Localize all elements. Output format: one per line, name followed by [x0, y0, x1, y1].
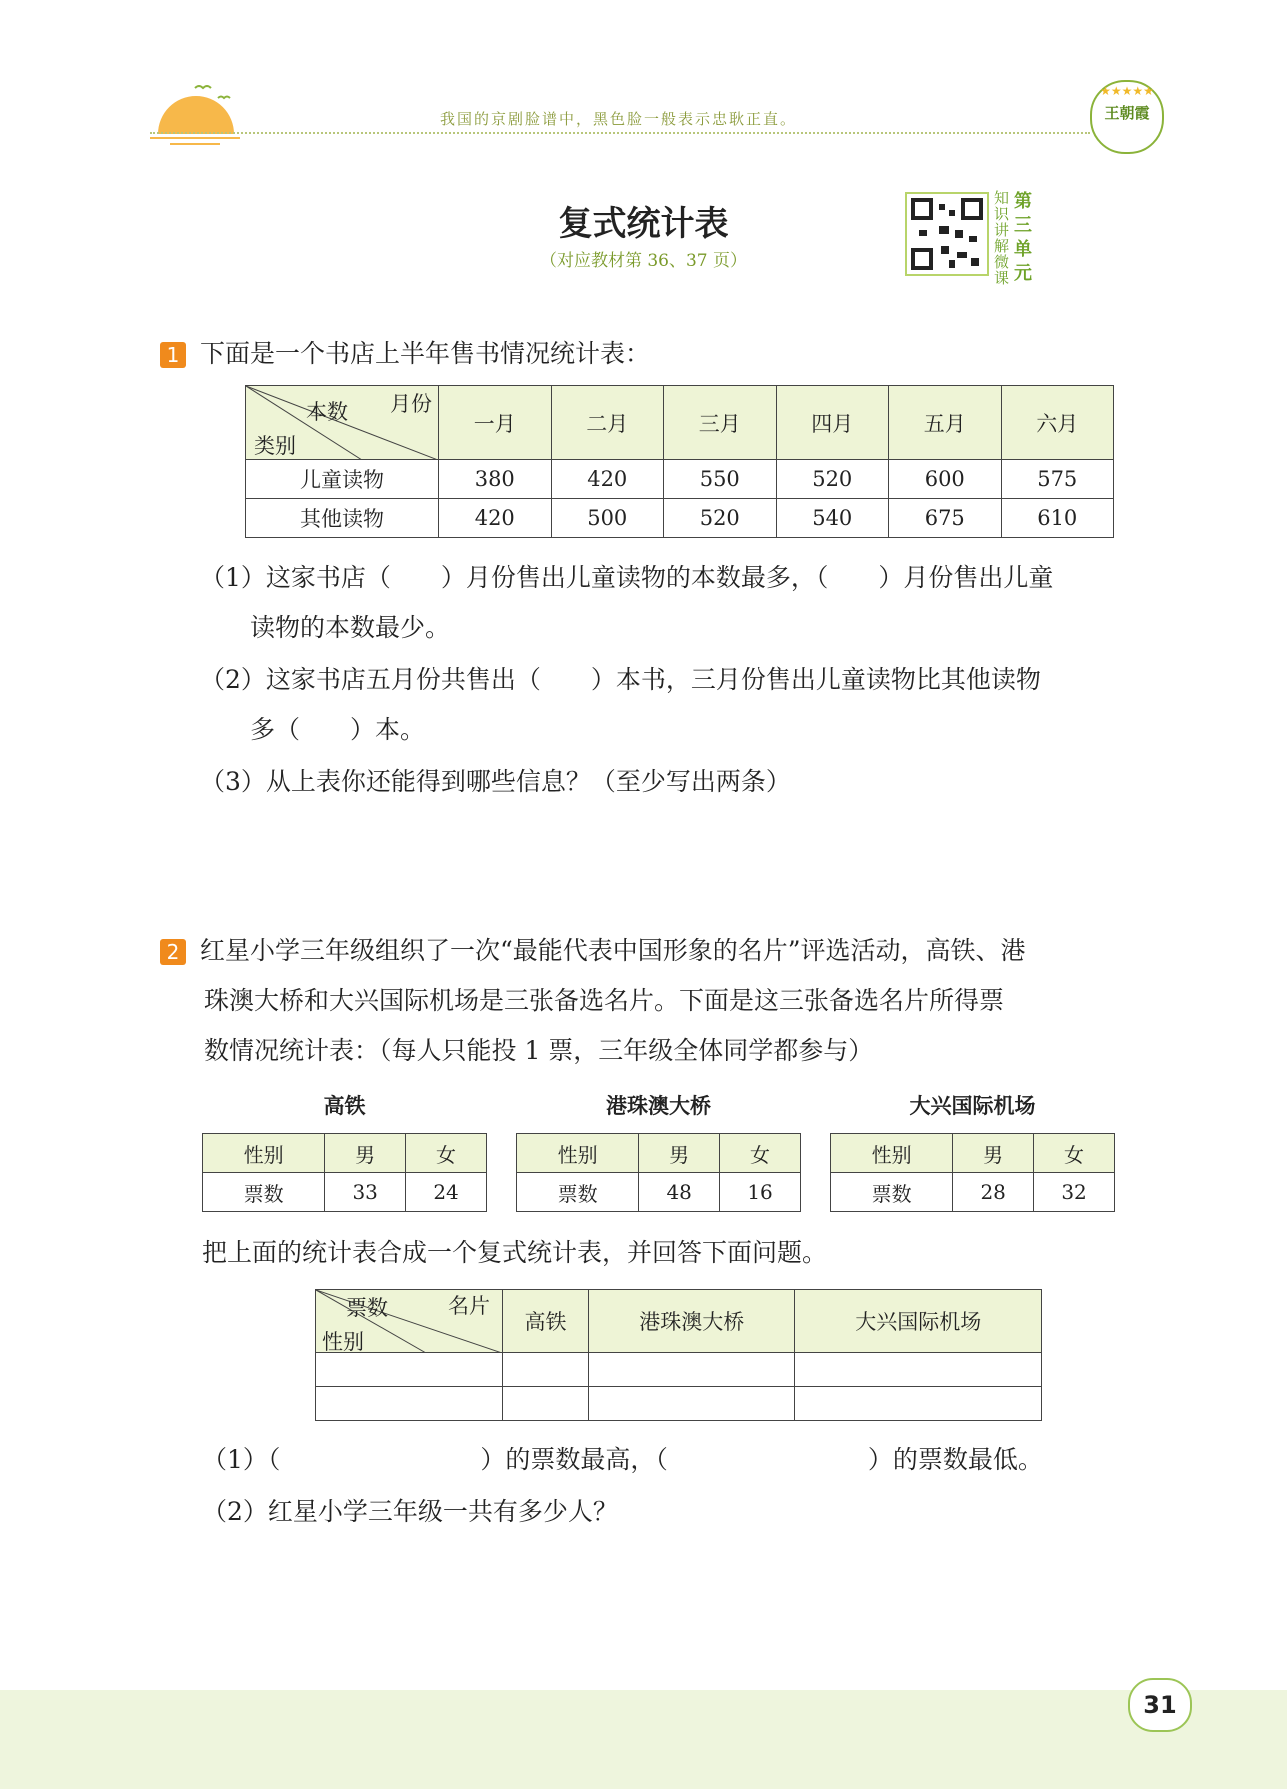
q2-combined-corner-mid: 票数 — [346, 1296, 388, 1320]
q2-td-male-votes: 48 — [639, 1173, 720, 1212]
q2-th-male: 男 — [953, 1134, 1034, 1173]
q2-th-gender: 性别 — [831, 1134, 953, 1173]
blank-cell[interactable] — [503, 1353, 589, 1387]
q2-th-male: 男 — [325, 1134, 406, 1173]
blank-cell[interactable] — [795, 1387, 1042, 1421]
header-divider — [150, 132, 1090, 134]
blank-cell[interactable] — [316, 1353, 503, 1387]
q2-merge-instruction: 把上面的统计表合成一个复式统计表，并回答下面问题。 — [202, 1238, 828, 1267]
q2-td-votes-label: 票数 — [831, 1173, 953, 1212]
q1-sub2-line2: 多（ ）本。 — [250, 715, 426, 744]
q2-combined-corner — [316, 1290, 503, 1353]
q1-cell: 550 — [664, 460, 777, 499]
q1-cell: 610 — [1001, 499, 1114, 538]
table-row — [246, 460, 1114, 499]
q2-table-airport — [830, 1133, 1115, 1212]
q2-combined-col: 大兴国际机场 — [795, 1290, 1042, 1353]
q2-td-male-votes: 28 — [953, 1173, 1034, 1212]
blank-cell[interactable] — [589, 1387, 795, 1421]
q2-combined-col: 高铁 — [503, 1290, 589, 1353]
q1-row-label: 其他读物 — [246, 499, 439, 538]
q1-cell: 520 — [776, 460, 889, 499]
q2-line3: 数情况统计表：（每人只能投 1 票，三年级全体同学都参与） — [204, 1036, 874, 1065]
q2-td-female-votes: 24 — [406, 1173, 487, 1212]
blank-cell[interactable] — [589, 1353, 795, 1387]
table-row — [246, 499, 1114, 538]
q1-table-corner — [246, 386, 439, 460]
q1-cell: 540 — [776, 499, 889, 538]
q2-sub2: （2）红星小学三年级一共有多少人？ — [202, 1497, 618, 1526]
q1-row-label: 儿童读物 — [246, 460, 439, 499]
footer-band — [0, 1690, 1287, 1789]
q2-th-female: 女 — [406, 1134, 487, 1173]
q1-cell: 575 — [1001, 460, 1114, 499]
header-motto: 我国的京剧脸谱中，黑色脸一般表示忠耿正直。 — [440, 110, 798, 128]
q2-number: 2 — [160, 939, 186, 965]
q1-cell: 420 — [439, 499, 552, 538]
brand-logo: ★★★★★ 王朝霞 — [1090, 80, 1164, 154]
q1-heading — [160, 334, 650, 370]
q1-cell: 500 — [551, 499, 664, 538]
q1-corner-top: 月份 — [390, 392, 432, 416]
page-number: 31 — [1128, 1678, 1192, 1732]
q2-combined-corner-top: 名片 — [448, 1294, 490, 1318]
q1-sub3: （3）从上表你还能得到哪些信息？（至少写出两条） — [200, 767, 791, 796]
q1-corner-bottom: 类别 — [254, 434, 296, 458]
blank-cell[interactable] — [503, 1387, 589, 1421]
q2-caption-bridge: 港珠澳大桥 — [606, 1094, 711, 1118]
q1-number: 1 — [160, 342, 186, 368]
q1-sub1 — [200, 553, 1053, 653]
q1-month-header: 二月 — [551, 386, 664, 460]
q2-th-gender: 性别 — [203, 1134, 325, 1173]
q2-td-votes-label: 票数 — [203, 1173, 325, 1212]
q2-combined-corner-bottom: 性别 — [322, 1330, 364, 1354]
page-subtitle: （对应教材第 36、37 页） — [539, 251, 748, 271]
q1-sub2 — [200, 655, 1041, 755]
q1-cell: 675 — [889, 499, 1002, 538]
qr-caption-right: 第 三 单 元 — [1014, 191, 1032, 284]
blank-cell[interactable] — [795, 1353, 1042, 1387]
q1-sales-table — [245, 385, 1114, 538]
q2-caption-airport: 大兴国际机场 — [909, 1094, 1036, 1118]
q1-sub2-line1: （2）这家书店五月份共售出（ ）本书，三月份售出儿童读物比其他读物 — [200, 665, 1041, 694]
q2-th-female: 女 — [1034, 1134, 1115, 1173]
q2-table-gaotie — [202, 1133, 487, 1212]
q2-line1: 红星小学三年级组织了一次“最能代表中国形象的名片”评选活动，高铁、港 — [199, 936, 1026, 965]
table-row — [316, 1353, 1042, 1387]
q2-line2: 珠澳大桥和大兴国际机场是三张备选名片。下面是这三张备选名片所得票 — [204, 986, 1005, 1015]
q1-month-header: 六月 — [1001, 386, 1114, 460]
q1-month-header: 三月 — [664, 386, 777, 460]
q1-corner-mid: 本数 — [306, 400, 348, 424]
q1-heading-text: 下面是一个书店上半年售书情况统计表： — [199, 339, 650, 368]
q2-table-bridge — [516, 1133, 801, 1212]
q1-cell: 520 — [664, 499, 777, 538]
q1-sub1-line1: （1）这家书店（ ）月份售出儿童读物的本数最多，（ ）月份售出儿童 — [200, 563, 1054, 592]
q1-month-header: 四月 — [776, 386, 889, 460]
blank-cell[interactable] — [316, 1387, 503, 1421]
q2-caption-gaotie: 高铁 — [323, 1094, 366, 1118]
sunset-logo — [150, 78, 250, 148]
page-title: 复式统计表 — [558, 204, 729, 244]
q2-combined-table — [315, 1289, 1042, 1421]
q1-sub1-line2: 读物的本数最少。 — [250, 613, 451, 642]
q2-td-female-votes: 16 — [720, 1173, 801, 1212]
q1-month-header: 一月 — [439, 386, 552, 460]
qr-code — [905, 192, 989, 276]
table-row — [316, 1387, 1042, 1421]
q1-month-header: 五月 — [889, 386, 1002, 460]
q2-th-male: 男 — [639, 1134, 720, 1173]
q2-th-female: 女 — [720, 1134, 801, 1173]
brand-logo-text: 王朝霞 — [1104, 104, 1150, 122]
q2-td-votes-label: 票数 — [517, 1173, 639, 1212]
q2-th-gender: 性别 — [517, 1134, 639, 1173]
qr-caption-left: 知 识 讲 解 微 课 — [994, 189, 1010, 287]
q2-td-male-votes: 33 — [325, 1173, 406, 1212]
q2-prompt — [160, 926, 1026, 1076]
q2-combined-col: 港珠澳大桥 — [589, 1290, 795, 1353]
q2-td-female-votes: 32 — [1034, 1173, 1115, 1212]
q2-sub1: （1）（ ）的票数最高，（ ）的票数最低。 — [202, 1445, 1043, 1474]
q1-cell: 600 — [889, 460, 1002, 499]
q1-cell: 420 — [551, 460, 664, 499]
q1-cell: 380 — [439, 460, 552, 499]
